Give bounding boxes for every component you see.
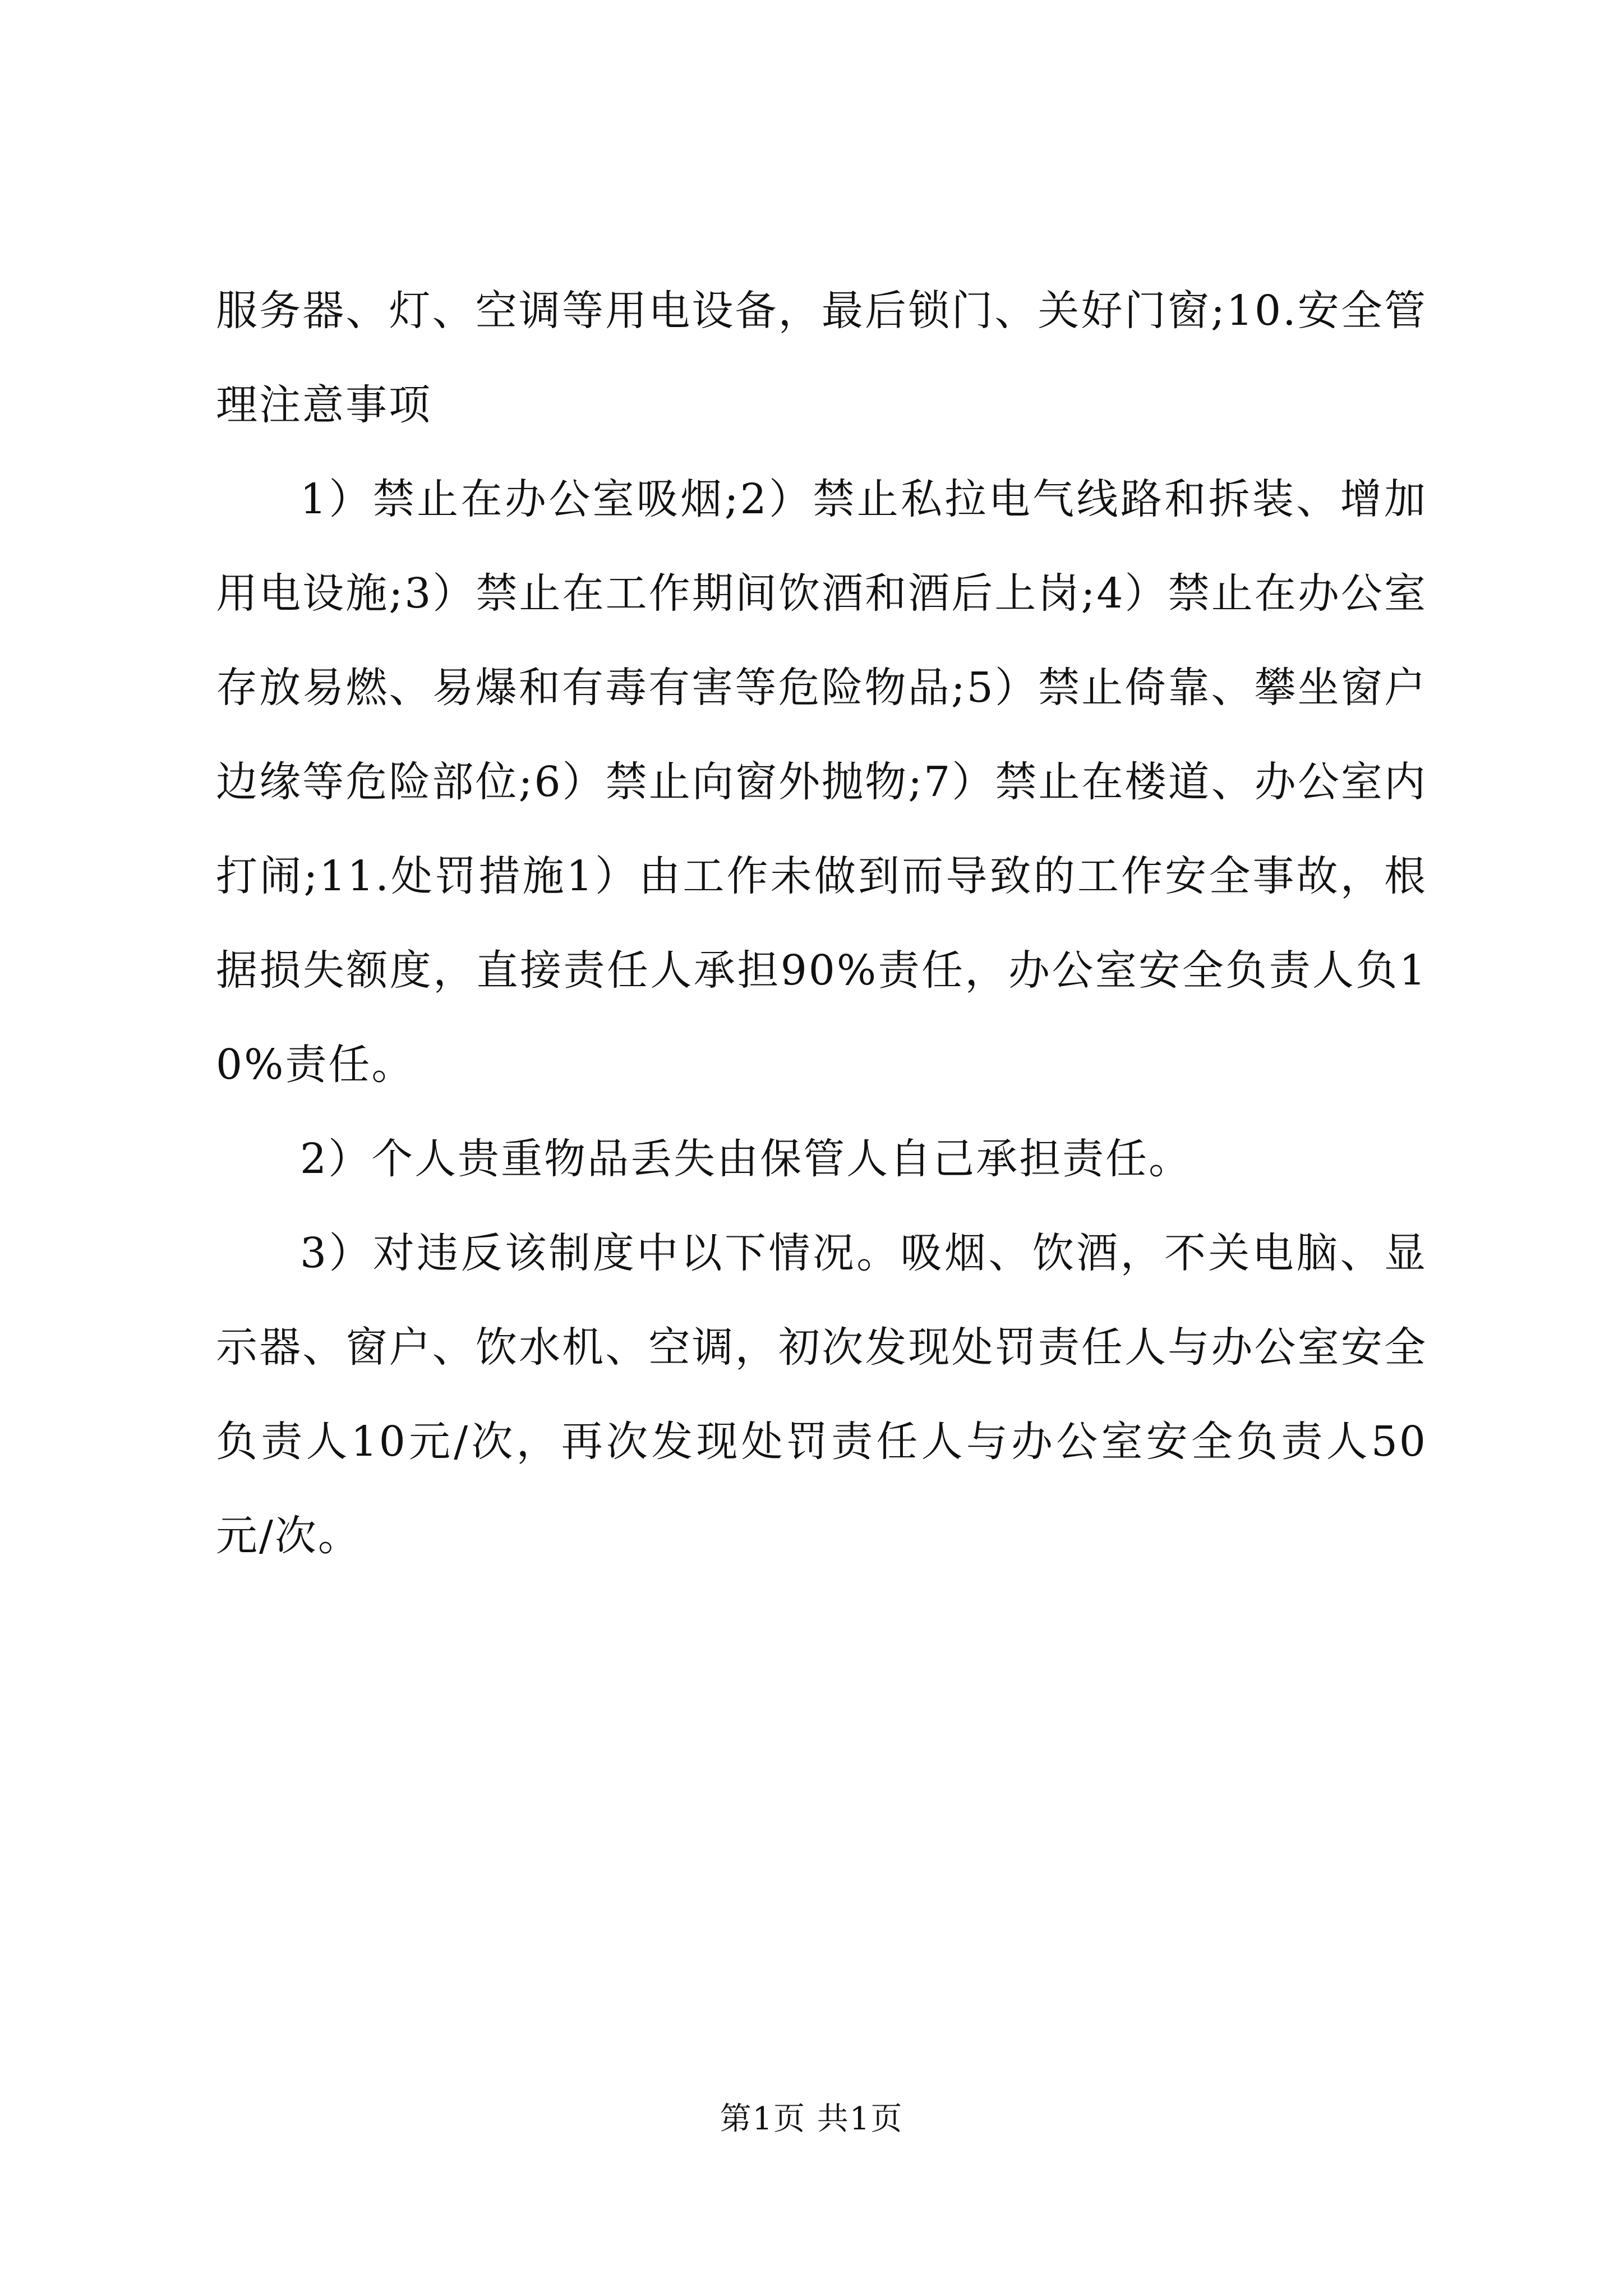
paragraph-penalties: 3）对违反该制度中以下情况。吸烟、饮酒，不关电脑、显示器、窗户、饮水机、空调，初次发现处罚责任人与办公室安全负责人10元/次，再次发现处罚责任人与办公室安全负责人50元/次。 bbox=[216, 1229, 1427, 1560]
paragraph-personal-items: 2）个人贵重物品丢失由保管人自己承担责任。 bbox=[300, 1135, 1192, 1183]
document-body bbox=[216, 264, 1427, 1583]
page-footer: 第1页 共1页 bbox=[720, 2101, 903, 2137]
paragraph-safety-rules: 1）禁止在办公室吸烟;2）禁止私拉电气线路和拆装、增加用电设施;3）禁止在工作期间饮酒和酒后上岗;4）禁止在办公室存放易燃、易爆和有毒有害等危险物品;5）禁止倚靠、攀坐窗户边缘等危险部位;6）禁止向窗外抛物;7）禁止在楼道、办公室内打闹;11.处罚措施1）由工作未做到而导致的工作安全事故，根据损失额度，直接责任人承担90%责任，办公室安全负责人负10%责任。 bbox=[216, 475, 1427, 1089]
paragraph-continuation: 服务器、灯、空调等用电设备，最后锁门、关好门窗;10.安全管理注意事项 bbox=[216, 287, 1427, 429]
